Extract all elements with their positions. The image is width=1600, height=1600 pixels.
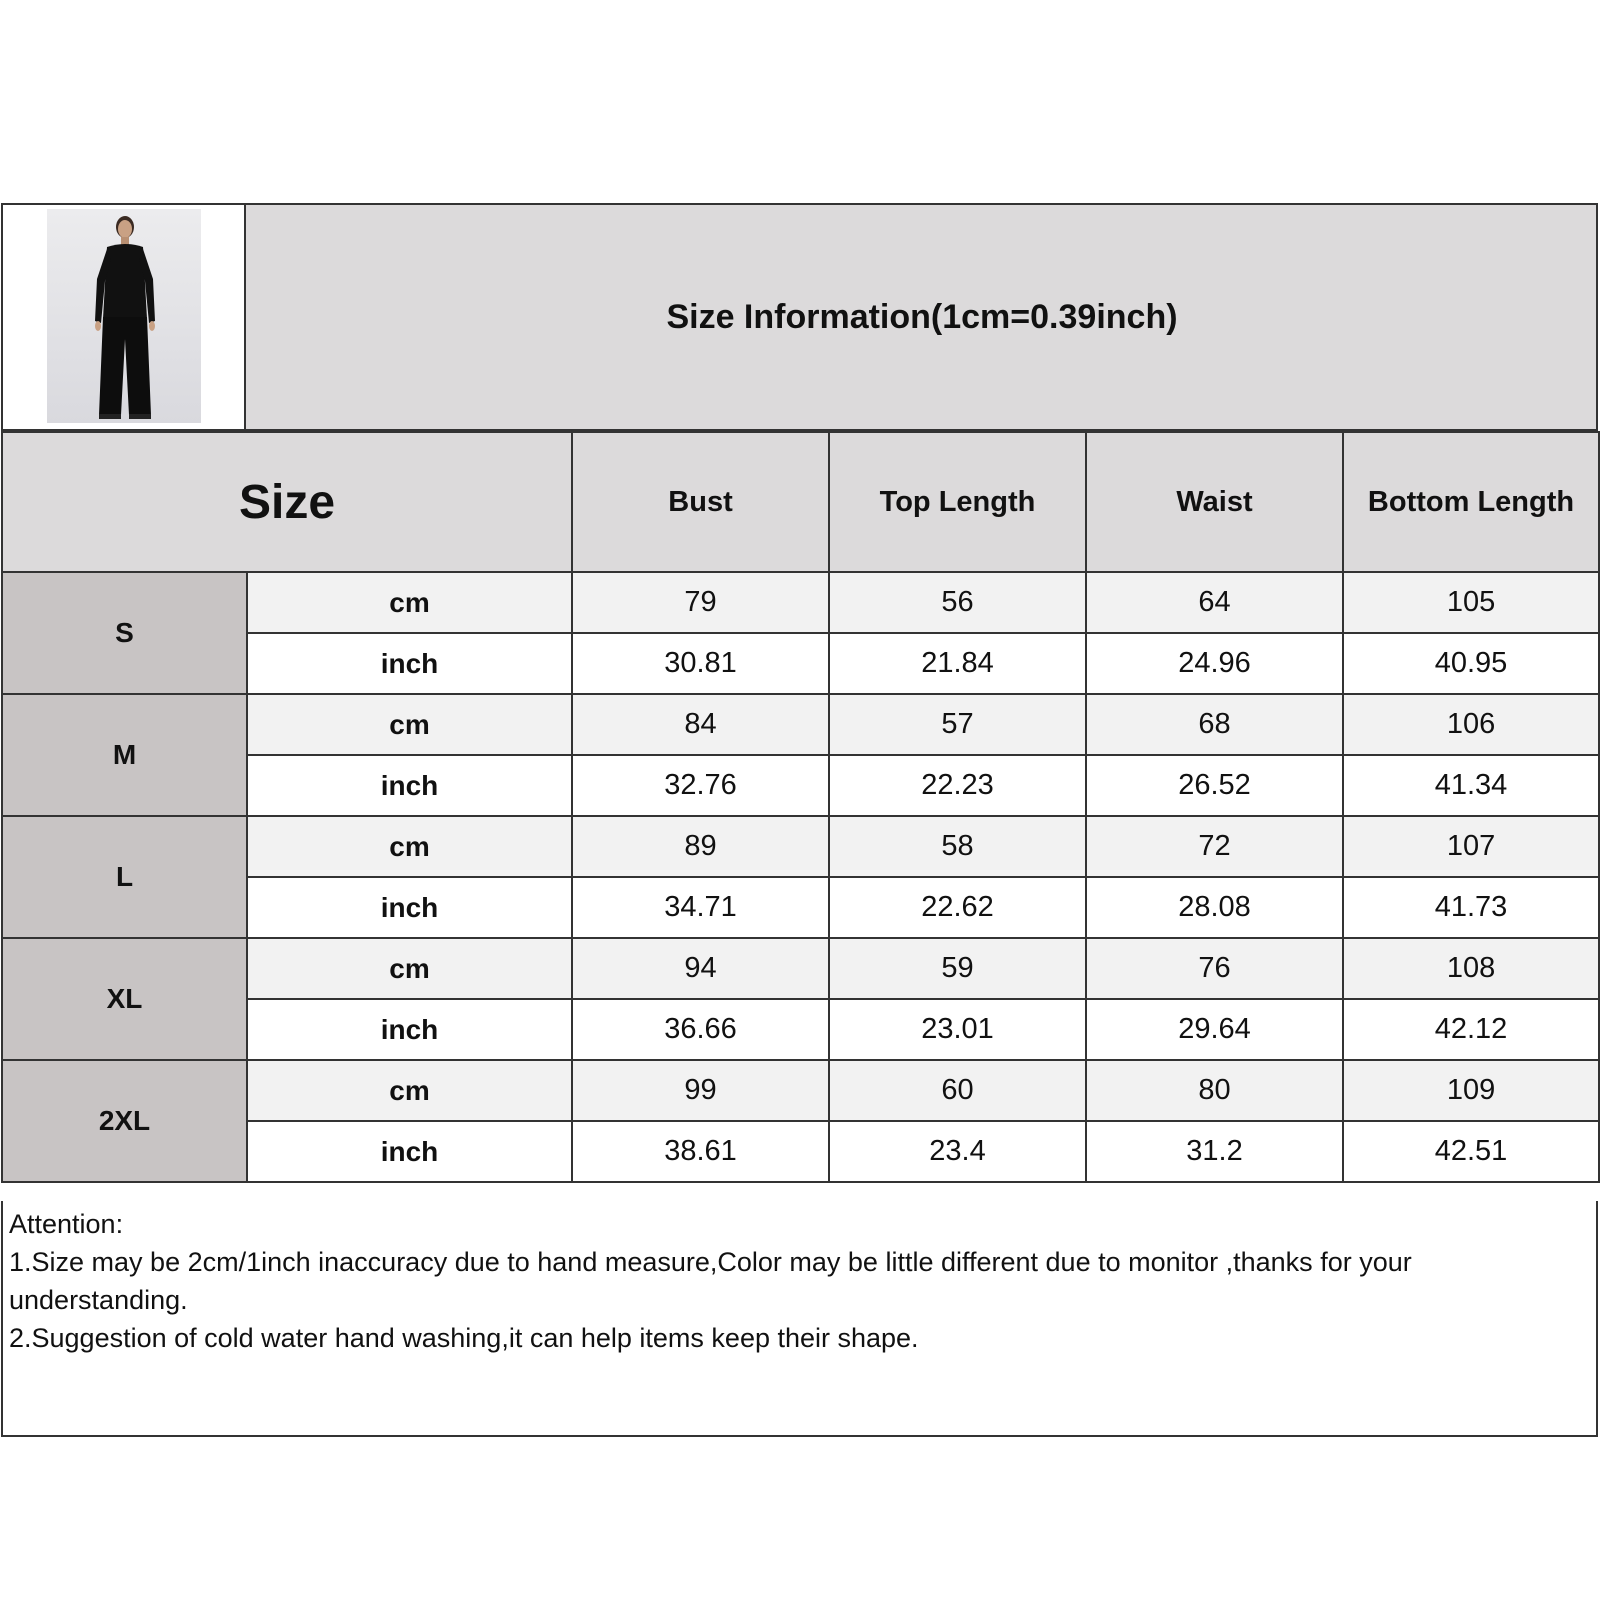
unit-cell: cm (247, 1060, 572, 1121)
waist-cell: 31.2 (1086, 1121, 1343, 1182)
size-label: XL (2, 938, 247, 1060)
top-length-cell: 60 (829, 1060, 1086, 1121)
header-bottom-length: Bottom Length (1343, 432, 1599, 572)
bust-cell: 34.71 (572, 877, 829, 938)
table-row (2, 816, 1599, 877)
table-row (2, 694, 1599, 755)
table-row (2, 1060, 1599, 1121)
bust-cell: 84 (572, 694, 829, 755)
bottom-length-cell: 40.95 (1343, 633, 1599, 694)
waist-cell: 68 (1086, 694, 1343, 755)
waist-cell: 29.64 (1086, 999, 1343, 1060)
unit-cell: inch (247, 633, 572, 694)
header-size: Size (2, 432, 572, 572)
attention-notes (1, 1201, 1598, 1437)
bust-cell: 30.81 (572, 633, 829, 694)
bust-cell: 89 (572, 816, 829, 877)
bottom-length-cell: 42.12 (1343, 999, 1599, 1060)
bust-cell: 99 (572, 1060, 829, 1121)
note-line-1: 1.Size may be 2cm/1inch inaccuracy due to hand measure,Color may be little different due to monitor ,thanks for your understanding. (9, 1247, 1412, 1315)
bottom-length-cell: 41.34 (1343, 755, 1599, 816)
bust-cell: 38.61 (572, 1121, 829, 1182)
bust-cell: 32.76 (572, 755, 829, 816)
top-length-cell: 22.62 (829, 877, 1086, 938)
page-title: Size Information(1cm=0.39inch) (666, 297, 1178, 336)
waist-cell: 28.08 (1086, 877, 1343, 938)
header-waist: Waist (1086, 432, 1343, 572)
bottom-length-cell: 41.73 (1343, 877, 1599, 938)
waist-cell: 80 (1086, 1060, 1343, 1121)
header-border (1, 203, 1598, 431)
top-length-cell: 59 (829, 938, 1086, 999)
top-length-cell: 57 (829, 694, 1086, 755)
size-label: 2XL (2, 1060, 247, 1182)
top-length-cell: 23.4 (829, 1121, 1086, 1182)
bottom-length-cell: 109 (1343, 1060, 1599, 1121)
size-label: L (2, 816, 247, 938)
bottom-length-cell: 107 (1343, 816, 1599, 877)
top-length-cell: 23.01 (829, 999, 1086, 1060)
bottom-length-cell: 42.51 (1343, 1121, 1599, 1182)
top-length-cell: 21.84 (829, 633, 1086, 694)
unit-cell: inch (247, 877, 572, 938)
unit-cell: inch (247, 1121, 572, 1182)
unit-cell: inch (247, 755, 572, 816)
bust-cell: 36.66 (572, 999, 829, 1060)
waist-cell: 64 (1086, 572, 1343, 633)
top-length-cell: 22.23 (829, 755, 1086, 816)
note-line-2: 2.Suggestion of cold water hand washing,it can help items keep their shape. (9, 1323, 919, 1353)
size-table (1, 431, 1600, 1183)
table-row (2, 572, 1599, 633)
waist-cell: 72 (1086, 816, 1343, 877)
top-length-cell: 58 (829, 816, 1086, 877)
unit-cell: cm (247, 572, 572, 633)
waist-cell: 26.52 (1086, 755, 1343, 816)
unit-cell: cm (247, 816, 572, 877)
unit-cell: cm (247, 938, 572, 999)
bust-cell: 79 (572, 572, 829, 633)
waist-cell: 76 (1086, 938, 1343, 999)
table-header-row (2, 432, 1599, 572)
bottom-length-cell: 105 (1343, 572, 1599, 633)
notes-heading: Attention: (9, 1209, 124, 1239)
bottom-length-cell: 108 (1343, 938, 1599, 999)
size-label: S (2, 572, 247, 694)
header-top-length: Top Length (829, 432, 1086, 572)
top-length-cell: 56 (829, 572, 1086, 633)
header-bust: Bust (572, 432, 829, 572)
bottom-length-cell: 106 (1343, 694, 1599, 755)
unit-cell: inch (247, 999, 572, 1060)
bust-cell: 94 (572, 938, 829, 999)
table-row (2, 938, 1599, 999)
unit-cell: cm (247, 694, 572, 755)
waist-cell: 24.96 (1086, 633, 1343, 694)
size-label: M (2, 694, 247, 816)
